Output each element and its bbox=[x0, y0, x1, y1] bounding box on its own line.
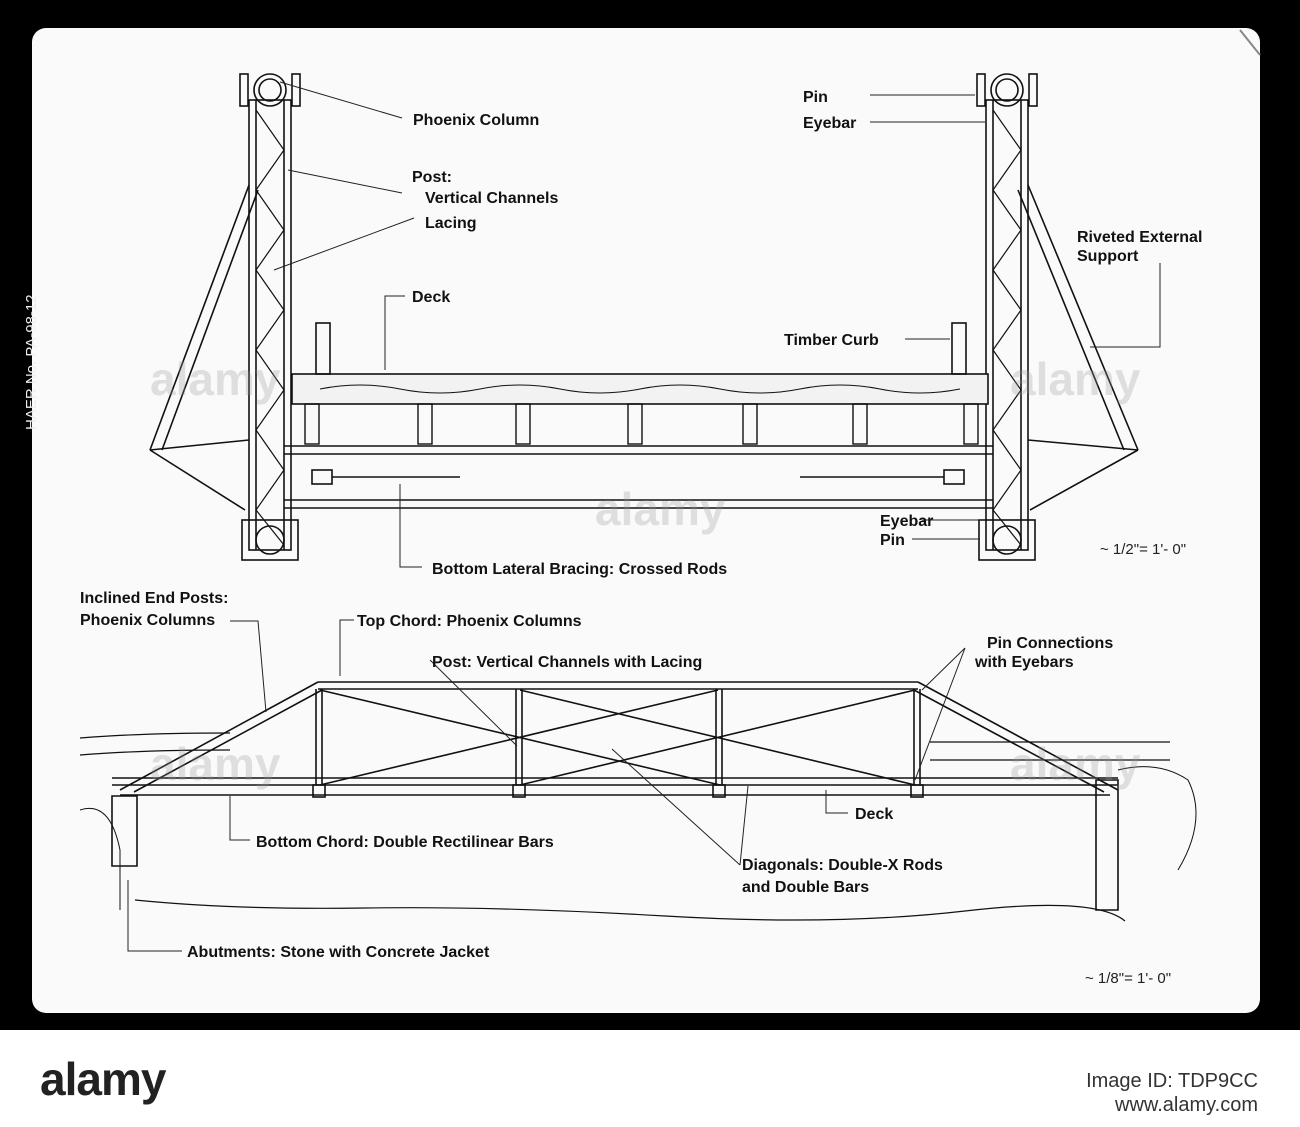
footer-bar bbox=[0, 1030, 1300, 1127]
label-post-channels-lacing: Post: Vertical Channels with Lacing bbox=[432, 654, 703, 671]
label-bottom-chord: Bottom Chord: Double Rectilinear Bars bbox=[256, 834, 554, 851]
side-view-scale: ~ 1/8"= 1'- 0" bbox=[1085, 970, 1172, 987]
label-support: Support bbox=[1077, 248, 1139, 265]
label-phoenix-column: Phoenix Column bbox=[413, 112, 540, 129]
label-pin-connections: Pin Connections bbox=[987, 635, 1114, 652]
haer-stamp: HAER No. PA-98-12 bbox=[23, 294, 40, 430]
label-top-chord: Top Chord: Phoenix Columns bbox=[357, 613, 582, 630]
label-inclined-end-posts: Inclined End Posts: bbox=[80, 590, 229, 607]
watermark: alamy bbox=[150, 353, 281, 405]
watermark: alamy bbox=[1010, 738, 1141, 790]
watermark: alamy bbox=[1010, 353, 1141, 405]
label-timber-curb: Timber Curb bbox=[784, 332, 879, 349]
label-with-eyebars: with Eyebars bbox=[975, 654, 1074, 671]
label-double-bars: and Double Bars bbox=[742, 879, 870, 896]
label-abutments: Abutments: Stone with Concrete Jacket bbox=[187, 944, 490, 961]
site-url: www.alamy.com bbox=[1115, 1094, 1258, 1116]
label-diagonals: Diagonals: Double-X Rods bbox=[742, 857, 943, 874]
label-eyebar-bottom: Eyebar bbox=[880, 513, 934, 530]
label-lacing: Lacing bbox=[425, 215, 477, 232]
label-deck-end: Deck bbox=[412, 289, 451, 306]
label-eyebar-top: Eyebar bbox=[803, 115, 857, 132]
label-pin-bottom: Pin bbox=[880, 532, 905, 549]
label-riveted-external: Riveted External bbox=[1077, 229, 1203, 246]
label-deck-side: Deck bbox=[855, 806, 894, 823]
label-pin-top: Pin bbox=[803, 89, 828, 106]
image-id: Image ID: TDP9CC bbox=[1086, 1070, 1258, 1092]
label-bottom-lateral-bracing: Bottom Lateral Bracing: Crossed Rods bbox=[432, 561, 728, 578]
label-vertical-channels: Vertical Channels bbox=[425, 190, 559, 207]
watermark: alamy bbox=[595, 483, 726, 535]
label-inclined-phoenix-columns: Phoenix Columns bbox=[80, 612, 216, 629]
alamy-logo: alamy bbox=[40, 1053, 166, 1105]
end-view-scale: ~ 1/2"= 1'- 0" bbox=[1100, 541, 1187, 558]
watermark: alamy bbox=[150, 738, 281, 790]
label-post: Post: bbox=[412, 169, 452, 186]
